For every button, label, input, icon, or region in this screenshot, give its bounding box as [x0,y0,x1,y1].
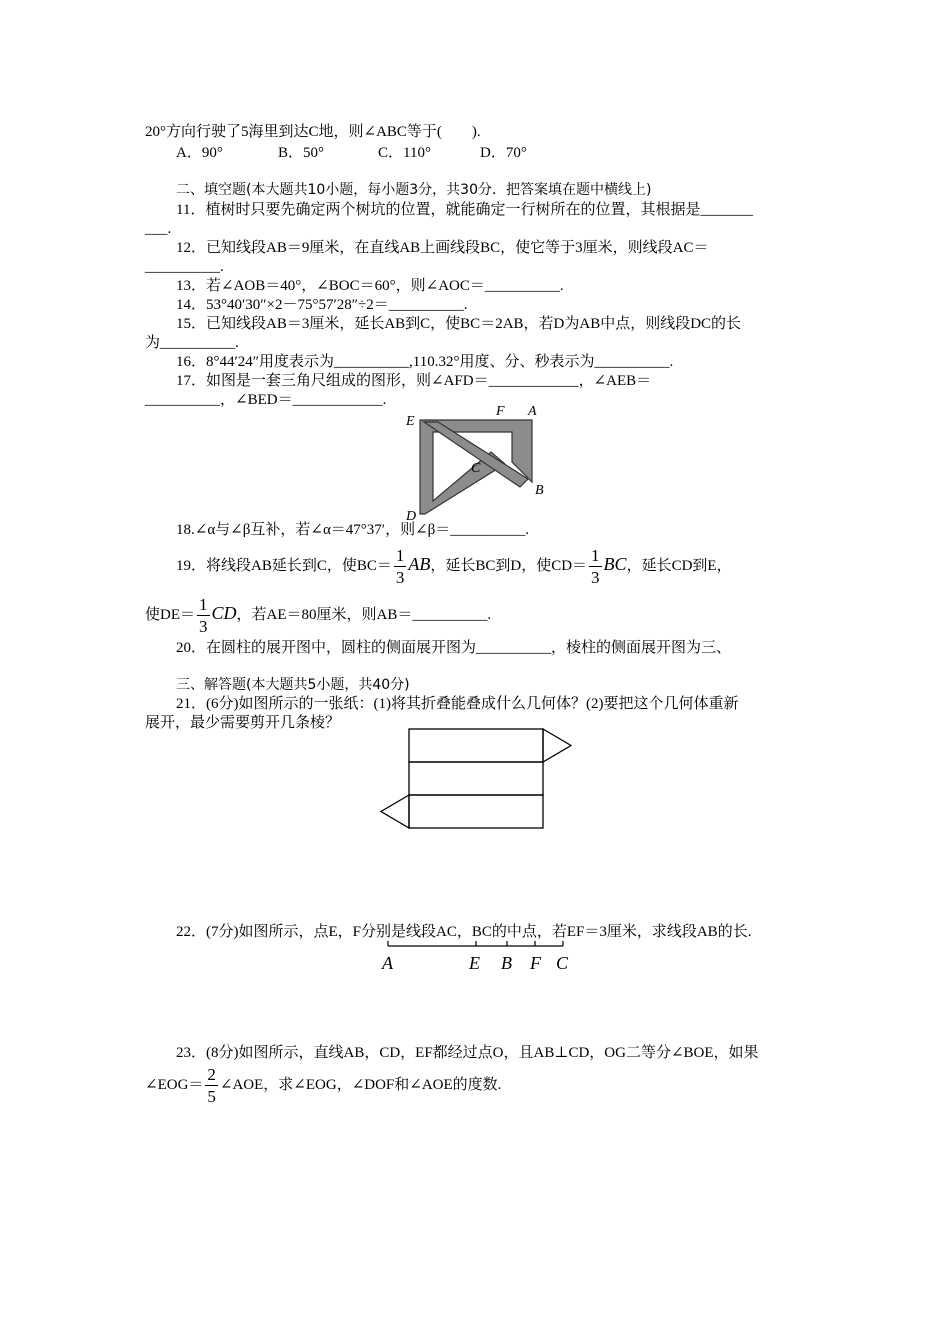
q12-line2: __________. [145,259,224,275]
q21-triangle-right [543,729,571,762]
q12-line1: 12．已知线段AB＝9厘米，在直线AB上画线段BC，使它等于3厘米，则线段AC＝ [176,240,709,256]
q17-label-b: B [535,483,544,498]
q10-stem-tail: 20°方向行驶了5海里到达C地，则∠ABC等于( ). [145,124,481,140]
q10-option-b: B．50° [278,145,325,161]
q22-point-f: F [530,953,541,973]
q23-frac: $\frac{2}{5}$ [207,1065,216,1107]
q19-frac-2: $\frac{1}{3}$ [591,546,600,588]
q10-option-d: D．70° [480,145,527,161]
q21-net-figure [375,724,580,834]
q23-line1: 23．(8分)如图所示，直线AB，CD，EF都经过点O，且AB⊥CD，OG二等分∠BOE，如果 [176,1045,759,1061]
q18-text: 18.∠α与∠β互补，若∠α＝47°37′，则∠β＝__________. [176,522,530,538]
q22-point-c: C [556,953,569,973]
q21-face-1 [409,729,543,762]
q19-frac-3: $\frac{1}{3}$ [199,595,208,637]
q22-point-e: E [469,953,480,973]
q19-frac-1: $\frac{1}{3}$ [395,546,405,588]
q17-label-a: A [528,404,537,419]
q17-label-c: C [471,461,481,476]
q17-line1: 17．如图是一套三角尺组成的图形，则∠AFD＝____________，∠AEB＝ [176,373,652,389]
q19-line2: 使DE＝ $\frac{1}{3}$ CD，若AE＝80厘米，则AB＝__________. [145,595,492,637]
q20-text: 20．在圆柱的展开图中，圆柱的侧面展开图为__________，棱柱的侧面展开图为三、 [176,640,732,656]
q22-point-a: A [382,953,393,973]
q13-text: 13．若∠AOB＝40°，∠BOC＝60°，则∠AOC＝__________. [176,278,564,294]
q15-line2: 为__________. [145,335,239,351]
q14-text: 14．53°40′30″×2－75°57′28″÷2＝__________. [176,297,468,313]
q10-option-c: C．110° [378,145,431,161]
q17-label-d: D [406,509,417,524]
q16-text: 16．8°44′24″用度表示为__________,110.32°用度、分、秒表示为__________. [176,354,674,370]
q22-text: 22．(7分)如图所示，点E，F分别是线段AC，BC的中点，若EF＝3厘米，求线段AB的长. [176,924,752,940]
q11-line2: ___. [145,221,172,237]
q21-line2: 展开，最少需要剪开几条棱？ [145,715,341,731]
q17-set-square-figure [400,400,560,525]
q22-point-b: B [501,953,512,973]
q11-line1: 11．植树时只要先确定两个树坑的位置，就能确定一行树所在的位置，其根据是_______ [176,202,753,218]
q21-face-2 [409,762,543,795]
q23-line2: ∠EOG＝ $\frac{2}{5}$ ∠AOE，求∠EOG，∠DOF和∠AOE的度数. [145,1065,502,1107]
q19-line1: 19．将线段AB延长到C，使BC＝ $\frac{1}{3}$ AB，延长BC到D，使CD＝ $\frac{1}{3}$ BC，延长CD到E， [176,546,732,588]
q22-segment-figure [375,938,575,974]
q15-line1: 15．已知线段AB＝3厘米，延长AB到C，使BC＝2AB，若D为AB中点，则线段DC的长 [176,316,742,332]
section-2-heading: 二、填空题(本大题共10小题，每小题3分，共30分．把答案填在题中横线上) [176,182,652,198]
q10-option-a: A．90° [176,145,223,161]
section-3-heading: 三、解答题(本大题共5小题，共40分) [176,677,410,693]
q21-line1: 21．(6分)如图所示的一张纸：(1)将其折叠能叠成什么几何体？(2)要把这个几何体重新 [176,696,739,712]
q21-triangle-left [381,795,409,828]
q17-label-e: E [406,414,415,429]
q17-label-f: F [496,404,505,419]
q17-line2: __________，∠BED＝____________. [145,392,387,408]
q21-face-3 [409,795,543,828]
